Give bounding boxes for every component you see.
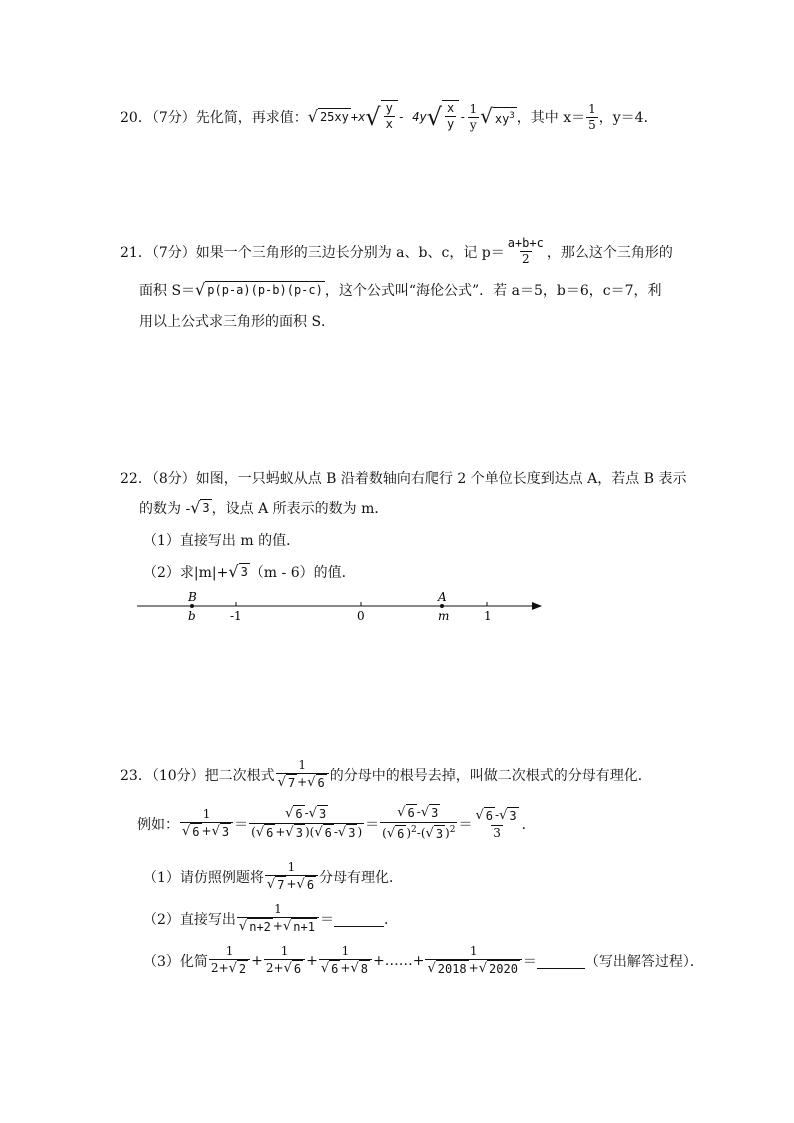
q22-line1 (120, 468, 686, 488)
tick-1-label: 1 (484, 609, 492, 623)
q21-line2 (139, 280, 661, 300)
ex-frac1: 1 √ 6 + √ 3 (180, 807, 233, 841)
frac-p: $\frac{a+b+c}{2}$ (507, 236, 544, 266)
sub3-frac1: 1 2+ √ 2 (209, 944, 250, 978)
ex-frac3: √ 6 - √ 3 ( √ 6 )$^2$-( √ 3 )$^2$ (382, 805, 456, 841)
q22-sub1 (143, 530, 300, 550)
q21-text2: 面积 S＝ (139, 283, 196, 299)
q23-sub2-text: （2）直接写出 (143, 912, 236, 928)
q21-line3 (139, 311, 335, 331)
q20-minus: - (459, 110, 467, 124)
q22-line2 (139, 498, 388, 518)
eq-3: ＝ (458, 816, 473, 833)
sqrt-3: √ 3 (190, 498, 210, 517)
sub3-eq: ＝ (522, 954, 537, 970)
sqrt-xy3: √ $xy^3$ (480, 104, 515, 128)
point-a-label: A (438, 590, 447, 604)
sub2-frac: 1 √ n+2 + √ n+1 (237, 902, 319, 936)
sub3-frac3: 1 √ 6 + √ 8 (319, 944, 372, 978)
point-b-value: b (188, 609, 196, 623)
q22-sub2-text-b: （m - 6）的值． (249, 565, 356, 581)
q21-text2b: ，这个公式叫“海伦公式”．若 a＝5，b＝6，c＝7，利 (324, 283, 662, 299)
q22-sub1-text: （1）直接写出 m 的值． (143, 533, 301, 549)
point-b-dot (190, 604, 194, 608)
q23-line1 (120, 758, 652, 792)
q23-sub2 (143, 902, 398, 936)
q23-sub1-text-b: 分母有理化． (319, 870, 404, 886)
sub3-frac-last: 1 √ 2018 + √ 2020 (425, 944, 521, 978)
q21-text3: 用以上公式求三角形的面积 S． (139, 314, 336, 330)
q20-tail: ，y＝4． (598, 110, 658, 126)
q23-sub1-text: （1）请仿照例题将 (143, 870, 264, 886)
q23-sub3-text: （3）化简 (143, 954, 208, 970)
ex-frac2: √ 6 - √ 3 ( √ 6 + √ 3 )( √ 6 - √ 3 ) (251, 806, 363, 840)
frac-1-over-5: $\frac{1}{5}$ (588, 101, 596, 132)
q23-text1: 23．（10分）把二次根式 (120, 768, 275, 784)
eq-2: ＝ (365, 816, 380, 833)
sub1-frac: 1 √ 7 + √ 6 (265, 860, 318, 894)
eq-1: ＝ (234, 816, 249, 833)
period-2: ． (383, 912, 398, 928)
ex-frac4: √ 6 - √ 3 3 (475, 807, 517, 840)
point-a-dot (440, 604, 444, 608)
sqrt-y-over-x: √ $\frac{y}{x}$ (365, 100, 398, 134)
q21-text1b: ，那么这个三角形的 (546, 244, 673, 261)
q20-where: ，其中 x＝ (516, 110, 586, 126)
frac-1-over-y: $\frac{1}{y}$ (469, 101, 478, 132)
q21-line1 (120, 236, 673, 267)
q23-text1b: 的分母中的根号去掉，叫做二次根式的分母有理化． (329, 768, 652, 784)
period: ． (521, 816, 536, 833)
example-label: 例如： (137, 816, 179, 833)
q23-sub2-eq: ＝ (319, 912, 334, 928)
sub3-frac2: 1 2+ √ 6 (264, 944, 305, 978)
q20-plus-x: +x (350, 110, 366, 124)
q23-sub3-text-b: （写出解答过程）． (584, 954, 704, 970)
axis-arrow-icon (532, 602, 542, 610)
number-line (135, 590, 555, 626)
sqrt-heron: √ p(p-a)(p-b)(p-c) (195, 280, 323, 299)
frac-7-6: 1 √ 7 + √ 6 (276, 758, 329, 792)
q23-sub3: （3）化简 1 2+ √ 2 + 1 2+ √ 6 + 1 √ 6 + √ 8 +……+ 1 √ 2018 + √ 2020 ＝ （写出解答过程）． (143, 944, 704, 976)
answer-blank-2[interactable] (334, 912, 384, 927)
q23-example (137, 804, 536, 843)
q20-number: 20．（7分）先化简，再求值： (120, 110, 308, 126)
answer-blank-3[interactable] (537, 954, 585, 969)
sqrt-3-b: √ 3 (228, 562, 248, 581)
sqrt-25xy: √ 25xy (307, 107, 349, 126)
q22-sub2 (143, 562, 356, 582)
q21-text1: 21．（7分）如果一个三角形的三边长分别为 a、b、c，记 p＝ (120, 244, 505, 261)
q22-text2b: ，设点 A 所表示的数为 m． (211, 501, 389, 517)
sub3-dots: +……+ (372, 953, 425, 969)
q22-sub2-text: （2）求|m|+ (143, 565, 229, 581)
q20-minus-4y: - 4y (397, 110, 427, 124)
tick-0-label: 0 (357, 609, 365, 623)
point-b-label: B (188, 590, 197, 604)
q22-text2: 的数为 - (139, 501, 191, 517)
q20-line (120, 100, 658, 134)
tick-neg1-label: -1 (230, 609, 242, 623)
q22-text1: 22．（8分）如图，一只蚂蚁从点 B 沿着数轴向右爬行 2 个单位长度到达点 A，若点 B 表示 (120, 471, 687, 487)
q23-sub1 (143, 860, 403, 894)
point-a-value: m (438, 609, 450, 623)
sqrt-x-over-y: √ $\frac{x}{y}$ (427, 100, 460, 134)
